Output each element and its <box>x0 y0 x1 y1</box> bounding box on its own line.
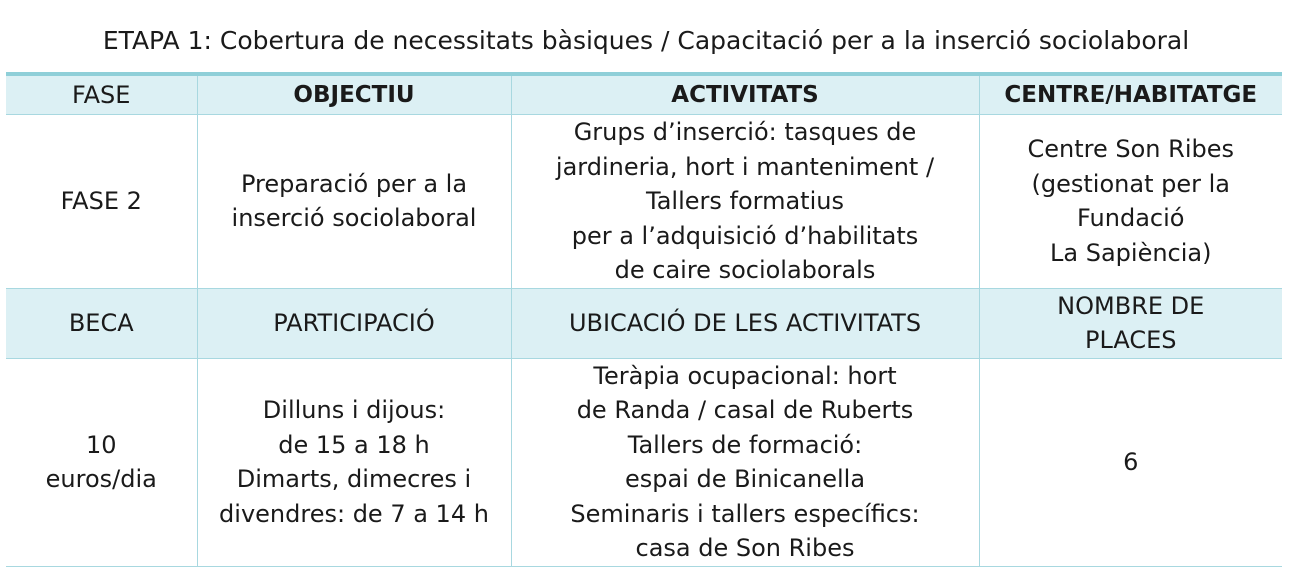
table-row <box>6 358 1282 566</box>
table-header-row <box>6 74 1282 115</box>
subheader-beca: BECA <box>6 288 197 358</box>
table-subheader-row <box>6 288 1282 358</box>
document-title: ETAPA 1: Cobertura de necessitats bàsiques / Capacitació per a la inserció sociolaboral <box>102 26 1190 55</box>
subheader-participacio: PARTICIPACIÓ <box>197 288 511 358</box>
cell-ubicacio: Teràpia ocupacional: hort de Randa / casal de Ruberts Tallers de formació: espai de Binicanella Seminaris i tallers específics: casa de Son Ribes <box>511 358 979 566</box>
subheader-places: NOMBRE DE PLACES <box>979 288 1282 358</box>
cell-fase: FASE 2 <box>6 115 197 289</box>
cell-participacio: Dilluns i dijous: de 15 a 18 h Dimarts, dimecres i divendres: de 7 a 14 h <box>197 358 511 566</box>
header-activitats: ACTIVITATS <box>511 74 979 115</box>
table-row <box>6 115 1282 289</box>
header-centre: CENTRE/HABITATGE <box>979 74 1282 115</box>
cell-objectiu: Preparació per a la inserció sociolaboral <box>197 115 511 289</box>
program-table <box>6 72 1282 567</box>
header-fase: FASE <box>6 74 197 115</box>
cell-beca: 10 euros/dia <box>6 358 197 566</box>
subheader-ubicacio: UBICACIÓ DE LES ACTIVITATS <box>511 288 979 358</box>
cell-places: 6 <box>979 358 1282 566</box>
cell-activitats: Grups d’inserció: tasques de jardineria, hort i manteniment / Tallers formatius per a l’adquisició d’habilitats de caire sociolaborals <box>511 115 979 289</box>
header-objectiu: OBJECTIU <box>197 74 511 115</box>
cell-centre: Centre Son Ribes (gestionat per la Fundació La Sapiència) <box>979 115 1282 289</box>
